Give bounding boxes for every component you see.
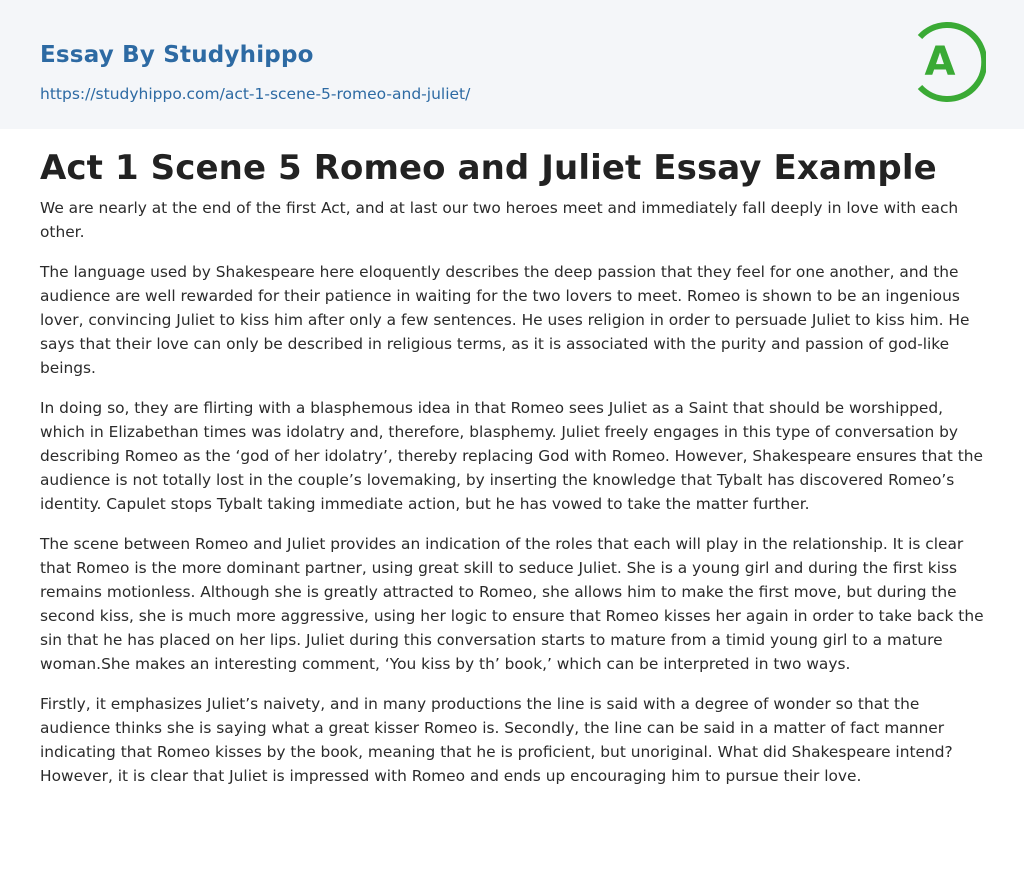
paragraph-1: We are nearly at the end of the first Act, and at last our two heroes meet and immediately fall deeply in love with each other. bbox=[40, 199, 959, 241]
site-brand[interactable]: Essay By Studyhippo bbox=[40, 42, 314, 68]
paragraph-2: The language used by Shakespeare here eloquently describes the deep passion that they feel for one another, and the audience are well rewarded for their patience in waiting for the two lovers to meet. Romeo is shown to be an ingenious lover, convincing Juliet to kiss him after only a few sentences. He uses religion in order to persuade Juliet to kiss him. He says that their love can only be described in religious terms, as it is associated with the purity and passion of god-like beings. bbox=[40, 263, 970, 377]
source-url-link[interactable]: https://studyhippo.com/act-1-scene-5-romeo-and-juliet/ bbox=[40, 85, 471, 103]
paragraph-5: Firstly, it emphasizes Juliet’s naivety, and in many productions the line is said with a degree of wonder so that the audience thinks she is saying what a great kisser Romeo is. Secondly, the line can be said in a matter of fact manner indicating that Romeo kisses by the book, meaning that he is proficient, but unoriginal. What did Shakespeare intend? However, it is clear that Juliet is impressed with Romeo and ends up encouraging him to pursue their love. bbox=[40, 695, 953, 785]
paragraph-3: In doing so, they are flirting with a blasphemous idea in that Romeo sees Juliet as a Saint that should be worshipped, which in Elizabethan times was idolatry and, therefore, blasphemy. Juliet freely engages in this type of conversation by describing Romeo as the ‘god of her idolatry’, thereby replacing God with Romeo. However, Shakespeare ensures that the audience is not totally lost in the couple’s lovemaking, by inserting the knowledge that Tybalt has discovered Romeo’s identity. Capulet stops Tybalt taking immediate action, but he has vowed to take the matter further. bbox=[40, 399, 983, 513]
article bbox=[0, 129, 1024, 788]
page-header bbox=[0, 0, 1024, 129]
paragraph-4: The scene between Romeo and Juliet provides an indication of the roles that each will play in the relationship. It is clear that Romeo is the more dominant partner, using great skill to seduce Juliet. She is a young girl and during the first kiss remains motionless. Although she is greatly attracted to Romeo, she allows him to make the first move, but during the second kiss, she is much more aggressive, using her logic to ensure that Romeo kisses her again in order to take back the sin that he has placed on her lips. Juliet during this conversation starts to mature from a timid young girl to a mature woman.She makes an interesting comment, ‘You kiss by th’ book,’ which can be interpreted in two ways. bbox=[40, 535, 984, 673]
studyhippo-logo-icon[interactable] bbox=[912, 19, 986, 105]
logo-letter: A bbox=[924, 39, 956, 85]
page-title: Act 1 Scene 5 Romeo and Juliet Essay Example bbox=[40, 148, 937, 188]
